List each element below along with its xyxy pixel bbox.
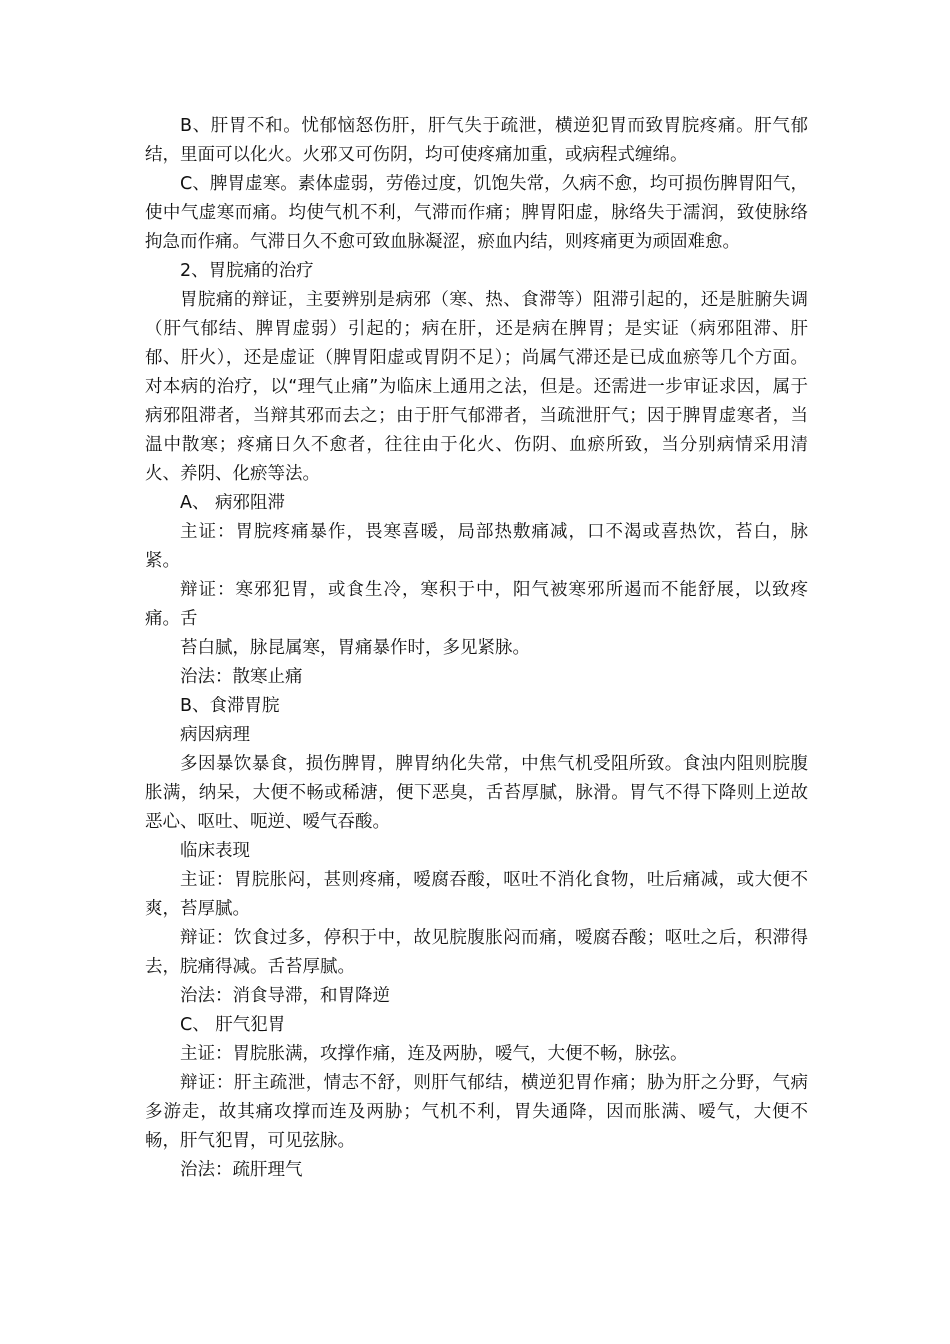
document-page bbox=[145, 112, 808, 1185]
paragraph-etiology-b: 多因暴饮暴食，损伤脾胃，脾胃纳化失常，中焦气机受阻所致。食浊内阻则脘腹胀满，纳呆，大便不畅或稀溏，便下恶臭，舌苔厚腻，脉滑。胃气不得下降则上逆故恶心、呕吐、呃逆、嗳气吞酸。 bbox=[145, 754, 808, 832]
paragraph-main-syndrome-b: 主证：胃脘胀闷，甚则疼痛，嗳腐吞酸，呕吐不消化食物，吐后痛减，或大便不爽，苔厚腻。 bbox=[145, 870, 808, 919]
section-heading-treatment: 2、胃脘痛的治疗 bbox=[180, 261, 314, 281]
paragraph-treatment-c: 治法：疏肝理气 bbox=[180, 1160, 303, 1180]
paragraph-main-syndrome-a: 主证：胃脘疼痛暴作，畏寒喜暖，局部热敷痛减，口不渴或喜热饮，苔白，脉紧。 bbox=[145, 522, 808, 571]
subheading-pathogen-obstruction: A、 病邪阻滞 bbox=[180, 493, 286, 513]
paragraph-main-syndrome-c: 主证：胃脘胀满，攻撑作痛，连及两胁，嗳气，大便不畅，脉弦。 bbox=[180, 1044, 688, 1064]
paragraph-differentiation: 胃脘痛的辩证，主要辨别是病邪（寒、热、食滞等）阻滞引起的，还是脏腑失调（肝气郁结、脾胃虚弱）引起的；病在肝，还是病在脾胃；是实证（病邪阻滞、肝郁、肝火），还是虚证（脾胃阳虚或胃阴不足）；尚属气滞还是已成血瘀等几个方面。对本病的治疗，以“理气止痛”为临床上通用之法，但是。还需进一步审证求因，属于病邪阻滞者，当辩其邪而去之；由于肝气郁滞者，当疏泄肝气；因于脾胃虚寒者，当温中散寒；疼痛日久不愈者，往往由于化火、伤阴、血瘀所致，当分别病情采用清火、养阴、化瘀等法。 bbox=[145, 290, 808, 484]
paragraph-liver-stomach: B、肝胃不和。忧郁恼怒伤肝，肝气失于疏泄，横逆犯胃而致胃脘疼痛。肝气郁结，里面可以化火。火邪又可伤阴，均可使疼痛加重，或病程式缠绵。 bbox=[145, 116, 808, 165]
subheading-food-stagnation: B、食滞胃脘 bbox=[180, 696, 280, 716]
subheading-liver-qi: C、 肝气犯胃 bbox=[180, 1015, 286, 1035]
paragraph-differentiation-a: 辩证：寒邪犯胃，或食生冷，寒积于中，阳气被寒邪所遏而不能舒展，以致疼痛。舌 bbox=[145, 580, 808, 629]
paragraph-treatment-a: 治法：散寒止痛 bbox=[180, 667, 303, 687]
paragraph-differentiation-c: 辩证：肝主疏泄，情志不舒，则肝气郁结，横逆犯胃作痛；胁为肝之分野，气病多游走，故其痛攻撑而连及两胁；气机不利，胃失通降，因而胀满、嗳气，大便不畅，肝气犯胃，可见弦脉。 bbox=[145, 1073, 808, 1151]
subheading-etiology: 病因病理 bbox=[180, 725, 250, 745]
paragraph-tongue-pulse-a: 苔白腻，脉昆属寒，胃痛暴作时，多见紧脉。 bbox=[180, 638, 530, 658]
paragraph-spleen-deficiency: C、脾胃虚寒。素体虚弱，劳倦过度，饥饱失常，久病不愈，均可损伤脾胃阳气，使中气虚寒而痛。均使气机不利，气滞而作痛；脾胃阳虚，脉络失于濡润，致使脉络拘急而作痛。气滞日久不愈可致血脉凝涩，瘀血内结，则疼痛更为顽固难愈。 bbox=[145, 174, 808, 252]
subheading-clinical: 临床表现 bbox=[180, 841, 250, 861]
paragraph-treatment-b: 治法：消食导滞，和胃降逆 bbox=[180, 986, 390, 1006]
paragraph-differentiation-b: 辩证：饮食过多，停积于中，故见脘腹胀闷而痛，嗳腐吞酸；呕吐之后，积滞得去，脘痛得减。舌苔厚腻。 bbox=[145, 928, 808, 977]
